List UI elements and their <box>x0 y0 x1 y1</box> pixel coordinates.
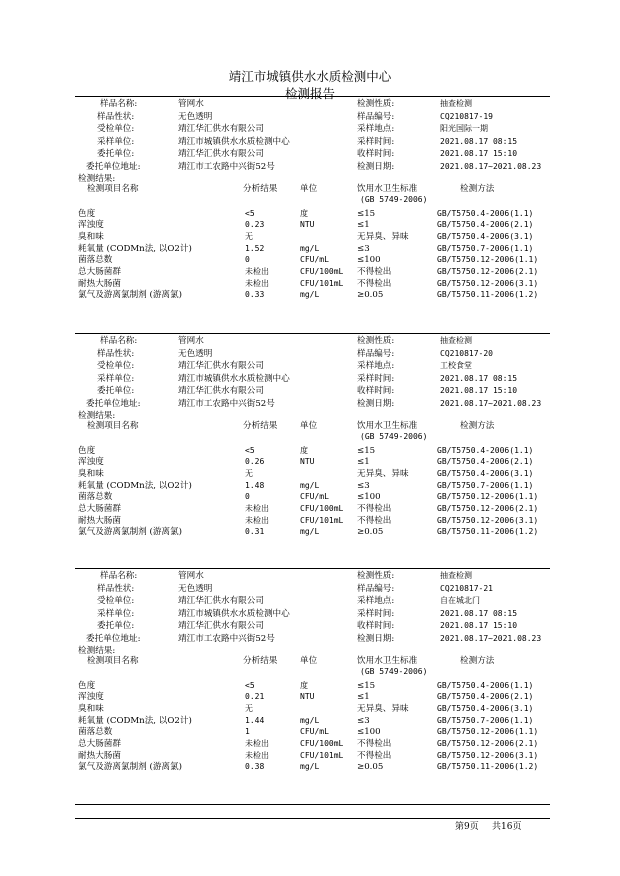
table-row-unit: mg/L <box>300 290 320 300</box>
column-header-method: 检测方法 <box>460 183 495 194</box>
info-label: 采样单位: <box>97 608 135 619</box>
table-row-item: 总大肠菌群 <box>78 266 121 277</box>
table-row-standard: ≥0.05 <box>357 762 384 773</box>
table-row-item: 色度 <box>78 445 96 456</box>
table-row-method: GB/T5750.7-2006(1.1) <box>437 715 534 725</box>
table-row-standard: ≤15 <box>357 680 376 691</box>
info-value: 靖江华汇供水有限公司 <box>178 596 264 607</box>
table-row-result: 未检出 <box>245 738 269 748</box>
info-label: 委托单位: <box>97 621 135 632</box>
table-row-standard: ≤100 <box>357 727 381 738</box>
info-value: 靖江市工农路中兴街52号 <box>178 399 275 409</box>
info-value: 靖江市城镇供水水质检测中心 <box>178 608 290 619</box>
table-row-item: 总大肠菌群 <box>78 738 121 749</box>
table-row-standard: 无异臭、异味 <box>357 703 409 714</box>
info-label: 采样单位: <box>97 373 135 384</box>
info-label: 采样单位: <box>97 136 135 147</box>
table-row-method: GB/T5750.11-2006(1.2) <box>437 290 539 300</box>
table-row-item: 耐热大肠菌 <box>78 515 121 526</box>
table-row-item: 臭和味 <box>78 703 104 714</box>
table-row-standard: 无异臭、异味 <box>357 468 409 479</box>
meta-value: 2021.08.17 15:10 <box>440 386 518 396</box>
section-top-rule <box>75 333 550 334</box>
meta-label: 检测性质: <box>357 99 395 109</box>
table-row-item: 耗氧量 (CODMn法, 以O2计) <box>78 480 192 491</box>
table-row-standard: 不得检出 <box>357 515 392 526</box>
column-header-standard-code: (GB 5749-2006) <box>360 194 428 204</box>
table-row-result: 1.48 <box>245 480 265 490</box>
info-label: 样品性状: <box>97 111 135 122</box>
table-row-result: 未检出 <box>245 750 269 760</box>
table-row-item: 浑浊度 <box>78 220 104 231</box>
meta-label: 样品编号: <box>357 111 395 122</box>
meta-label: 收样时间: <box>357 386 395 397</box>
table-row-standard: ≥0.05 <box>357 527 384 538</box>
info-value: 靖江市城镇供水水质检测中心 <box>178 373 290 384</box>
table-row-unit: CFU/101mL <box>300 515 344 525</box>
table-row-standard: 无异臭、异味 <box>357 231 409 242</box>
info-value: 靖江华汇供水有限公司 <box>178 124 264 135</box>
meta-label: 样品编号: <box>357 583 395 594</box>
info-label: 委托单位地址: <box>86 399 141 409</box>
table-row-item: 色度 <box>78 680 96 691</box>
column-header-item: 检测项目名称 <box>87 655 139 666</box>
table-row-method: GB/T5750.4-2006(3.1) <box>437 468 534 478</box>
info-label: 受检单位: <box>97 124 135 135</box>
info-value: 管网水 <box>178 336 204 346</box>
table-row-unit: 度 <box>300 445 308 455</box>
table-row-result: 0.21 <box>245 692 265 702</box>
report-org-title: 靖江市城镇供水水质检测中心 <box>228 69 392 84</box>
table-row-unit: mg/L <box>300 527 320 537</box>
info-value: 靖江市工农路中兴街52号 <box>178 634 275 644</box>
info-value: 靖江华汇供水有限公司 <box>178 621 264 632</box>
meta-label: 采样地点: <box>357 124 395 135</box>
column-header-item: 检测项目名称 <box>87 420 139 431</box>
info-label: 样品性状: <box>97 583 135 594</box>
table-row-result: <5 <box>245 208 255 218</box>
table-row-item: 耗氧量 (CODMn法, 以O2计) <box>78 715 192 726</box>
table-row-result: 未检出 <box>245 515 269 525</box>
table-row-result: 0 <box>245 492 250 502</box>
column-header-standard: 饮用水卫生标准 <box>357 183 418 194</box>
report-subtitle: 检测报告 <box>284 86 335 101</box>
table-row-unit: 度 <box>300 208 308 218</box>
meta-value: 自在城北门 <box>440 596 480 606</box>
table-row-method: GB/T5750.12-2006(2.1) <box>437 503 539 513</box>
column-header-standard-code: (GB 5749-2006) <box>360 666 428 676</box>
table-row-unit: CFU/100mL <box>300 266 344 276</box>
info-value: 无色透明 <box>178 348 213 359</box>
info-label: 样品名称: <box>100 571 138 581</box>
meta-value: 阳光国际一期 <box>440 124 488 134</box>
table-row-standard: ≥0.05 <box>357 290 384 301</box>
table-row-method: GB/T5750.4-2006(1.1) <box>437 208 534 218</box>
table-row-unit: NTU <box>300 220 315 230</box>
table-row-method: GB/T5750.7-2006(1.1) <box>437 243 534 253</box>
table-row-result: 0 <box>245 255 250 265</box>
table-row-method: GB/T5750.12-2006(3.1) <box>437 750 539 760</box>
table-row-item: 耐热大肠菌 <box>78 278 121 289</box>
info-value: 无色透明 <box>178 111 213 122</box>
column-header-method: 检测方法 <box>460 420 495 431</box>
table-row-method: GB/T5750.4-2006(3.1) <box>437 703 534 713</box>
section-top-rule <box>75 568 550 569</box>
table-row-standard: 不得检出 <box>357 266 392 277</box>
info-label: 样品性状: <box>97 348 135 359</box>
table-row-unit: CFU/mL <box>300 255 329 265</box>
meta-value: 抽查检测 <box>440 99 472 108</box>
table-row-unit: mg/L <box>300 762 320 772</box>
column-header-unit: 单位 <box>300 655 318 666</box>
meta-label: 检测日期: <box>357 399 395 409</box>
meta-label: 样品编号: <box>357 348 395 359</box>
table-row-item: 浑浊度 <box>78 457 104 468</box>
table-row-result: 无 <box>245 703 253 713</box>
column-header-method: 检测方法 <box>460 655 495 666</box>
results-label: 检测结果: <box>78 173 116 184</box>
info-value: 靖江华汇供水有限公司 <box>178 386 264 397</box>
table-row-method: GB/T5750.12-2006(1.1) <box>437 727 539 737</box>
meta-value: 2021.08.17~2021.08.23 <box>440 399 542 408</box>
table-row-unit: mg/L <box>300 715 320 725</box>
table-row-method: GB/T5750.12-2006(3.1) <box>437 278 539 288</box>
table-row-method: GB/T5750.12-2006(1.1) <box>437 255 539 265</box>
section-bottom-rule <box>75 804 550 805</box>
meta-value: 2021.08.17~2021.08.23 <box>440 634 542 643</box>
column-header-result: 分析结果 <box>243 420 278 431</box>
meta-value: 工校食堂 <box>440 361 472 371</box>
info-value: 管网水 <box>178 571 204 581</box>
table-row-unit: mg/L <box>300 480 320 490</box>
meta-value: 2021.08.17 08:15 <box>440 608 518 618</box>
results-label: 检测结果: <box>78 410 116 421</box>
table-row-item: 色度 <box>78 208 96 219</box>
meta-label: 检测性质: <box>357 336 395 346</box>
meta-label: 检测日期: <box>357 162 395 172</box>
table-row-method: GB/T5750.7-2006(1.1) <box>437 480 534 490</box>
column-header-standard: 饮用水卫生标准 <box>357 420 418 431</box>
meta-value: 抽查检测 <box>440 336 472 345</box>
table-row-result: <5 <box>245 445 255 455</box>
meta-label: 收样时间: <box>357 621 395 632</box>
info-label: 委托单位: <box>97 149 135 160</box>
table-row-item: 氯气及游离氯制剂 (游离氯) <box>78 290 182 301</box>
table-row-item: 耗氧量 (CODMn法, 以O2计) <box>78 243 192 254</box>
table-row-result: 未检出 <box>245 503 269 513</box>
info-value: 靖江市工农路中兴街52号 <box>178 162 275 172</box>
column-header-standard: 饮用水卫生标准 <box>357 655 418 666</box>
table-row-method: GB/T5750.12-2006(2.1) <box>437 266 539 276</box>
table-row-standard: ≤3 <box>357 243 370 254</box>
meta-label: 采样时间: <box>357 373 395 384</box>
table-row-result: 未检出 <box>245 266 269 276</box>
meta-label: 检测日期: <box>357 634 395 644</box>
table-row-result: 0.38 <box>245 762 265 772</box>
table-row-unit: NTU <box>300 692 315 702</box>
meta-value: 2021.08.17 08:15 <box>440 373 518 383</box>
meta-label: 检测性质: <box>357 571 395 581</box>
table-row-method: GB/T5750.12-2006(3.1) <box>437 515 539 525</box>
info-label: 样品名称: <box>100 336 138 346</box>
meta-label: 收样时间: <box>357 149 395 160</box>
table-row-standard: 不得检出 <box>357 738 392 749</box>
table-row-result: 0.26 <box>245 457 265 467</box>
column-header-unit: 单位 <box>300 183 318 194</box>
info-value: 靖江华汇供水有限公司 <box>178 361 264 372</box>
table-row-standard: ≤3 <box>357 715 370 726</box>
column-header-standard-code: (GB 5749-2006) <box>360 431 428 441</box>
table-row-result: 1 <box>245 727 250 737</box>
table-row-standard: ≤15 <box>357 208 376 219</box>
footer-page-number: 第9页 <box>455 822 479 832</box>
info-label: 受检单位: <box>97 596 135 607</box>
table-row-standard: 不得检出 <box>357 750 392 761</box>
table-row-method: GB/T5750.12-2006(1.1) <box>437 492 539 502</box>
info-label: 样品名称: <box>100 99 138 109</box>
meta-value: 2021.08.17 15:10 <box>440 621 518 631</box>
table-row-unit: 度 <box>300 680 308 690</box>
table-row-item: 浑浊度 <box>78 692 104 703</box>
table-row-item: 菌落总数 <box>78 492 113 503</box>
table-row-method: GB/T5750.4-2006(3.1) <box>437 231 534 241</box>
info-label: 委托单位地址: <box>86 634 141 644</box>
table-row-unit: CFU/101mL <box>300 278 344 288</box>
info-label: 委托单位地址: <box>86 162 141 172</box>
table-row-unit: CFU/101mL <box>300 750 344 760</box>
table-row-item: 氯气及游离氯制剂 (游离氯) <box>78 762 182 773</box>
table-row-result: 1.52 <box>245 243 265 253</box>
table-row-result: 0.33 <box>245 290 265 300</box>
meta-label: 采样时间: <box>357 136 395 147</box>
table-row-result: <5 <box>245 680 255 690</box>
table-row-method: GB/T5750.11-2006(1.2) <box>437 527 539 537</box>
table-row-method: GB/T5750.12-2006(2.1) <box>437 738 539 748</box>
table-row-standard: ≤100 <box>357 255 381 266</box>
table-row-item: 总大肠菌群 <box>78 503 121 514</box>
table-row-item: 氯气及游离氯制剂 (游离氯) <box>78 527 182 538</box>
table-row-unit: CFU/100mL <box>300 503 344 513</box>
footer-page-total: 共16页 <box>492 822 522 832</box>
table-row-method: GB/T5750.4-2006(2.1) <box>437 457 534 467</box>
table-row-result: 无 <box>245 468 253 478</box>
meta-value: 2021.08.17 08:15 <box>440 136 518 146</box>
table-row-item: 臭和味 <box>78 231 104 242</box>
table-row-result: 0.31 <box>245 527 265 537</box>
meta-label: 采样地点: <box>357 596 395 607</box>
table-row-result: 无 <box>245 231 253 241</box>
footer-rule <box>75 818 550 819</box>
column-header-item: 检测项目名称 <box>87 183 139 194</box>
meta-label: 采样地点: <box>357 361 395 372</box>
meta-value: CQ210817-20 <box>440 348 493 358</box>
table-row-unit: CFU/mL <box>300 492 329 502</box>
table-row-standard: ≤100 <box>357 492 381 503</box>
info-value: 管网水 <box>178 99 204 109</box>
info-label: 委托单位: <box>97 386 135 397</box>
info-value: 靖江市城镇供水水质检测中心 <box>178 136 290 147</box>
table-row-result: 1.44 <box>245 715 265 725</box>
meta-value: CQ210817-21 <box>440 583 493 593</box>
table-row-unit: NTU <box>300 457 315 467</box>
meta-value: 2021.08.17~2021.08.23 <box>440 162 542 171</box>
table-row-item: 菌落总数 <box>78 727 113 738</box>
meta-value: 2021.08.17 15:10 <box>440 149 518 159</box>
table-row-standard: ≤3 <box>357 480 370 491</box>
meta-label: 采样时间: <box>357 608 395 619</box>
meta-value: CQ210817-19 <box>440 111 493 121</box>
table-row-unit: CFU/100mL <box>300 738 344 748</box>
meta-value: 抽查检测 <box>440 571 472 580</box>
table-row-result: 0.23 <box>245 220 265 230</box>
table-row-method: GB/T5750.4-2006(2.1) <box>437 692 534 702</box>
table-row-result: 未检出 <box>245 278 269 288</box>
info-value: 靖江华汇供水有限公司 <box>178 149 264 160</box>
info-value: 无色透明 <box>178 583 213 594</box>
column-header-unit: 单位 <box>300 420 318 431</box>
table-row-item: 菌落总数 <box>78 255 113 266</box>
table-row-method: GB/T5750.4-2006(1.1) <box>437 445 534 455</box>
table-row-unit: CFU/mL <box>300 727 329 737</box>
info-label: 受检单位: <box>97 361 135 372</box>
column-header-result: 分析结果 <box>243 183 278 194</box>
section-top-rule <box>75 96 550 97</box>
table-row-method: GB/T5750.4-2006(1.1) <box>437 680 534 690</box>
table-row-standard: ≤1 <box>357 457 370 468</box>
column-header-result: 分析结果 <box>243 655 278 666</box>
table-row-standard: 不得检出 <box>357 503 392 514</box>
table-row-item: 耐热大肠菌 <box>78 750 121 761</box>
table-row-standard: 不得检出 <box>357 278 392 289</box>
table-row-method: GB/T5750.4-2006(2.1) <box>437 220 534 230</box>
table-row-standard: ≤15 <box>357 445 376 456</box>
table-row-unit: mg/L <box>300 243 320 253</box>
table-row-standard: ≤1 <box>357 692 370 703</box>
table-row-item: 臭和味 <box>78 468 104 479</box>
table-row-method: GB/T5750.11-2006(1.2) <box>437 762 539 772</box>
results-label: 检测结果: <box>78 645 116 656</box>
table-row-standard: ≤1 <box>357 220 370 231</box>
